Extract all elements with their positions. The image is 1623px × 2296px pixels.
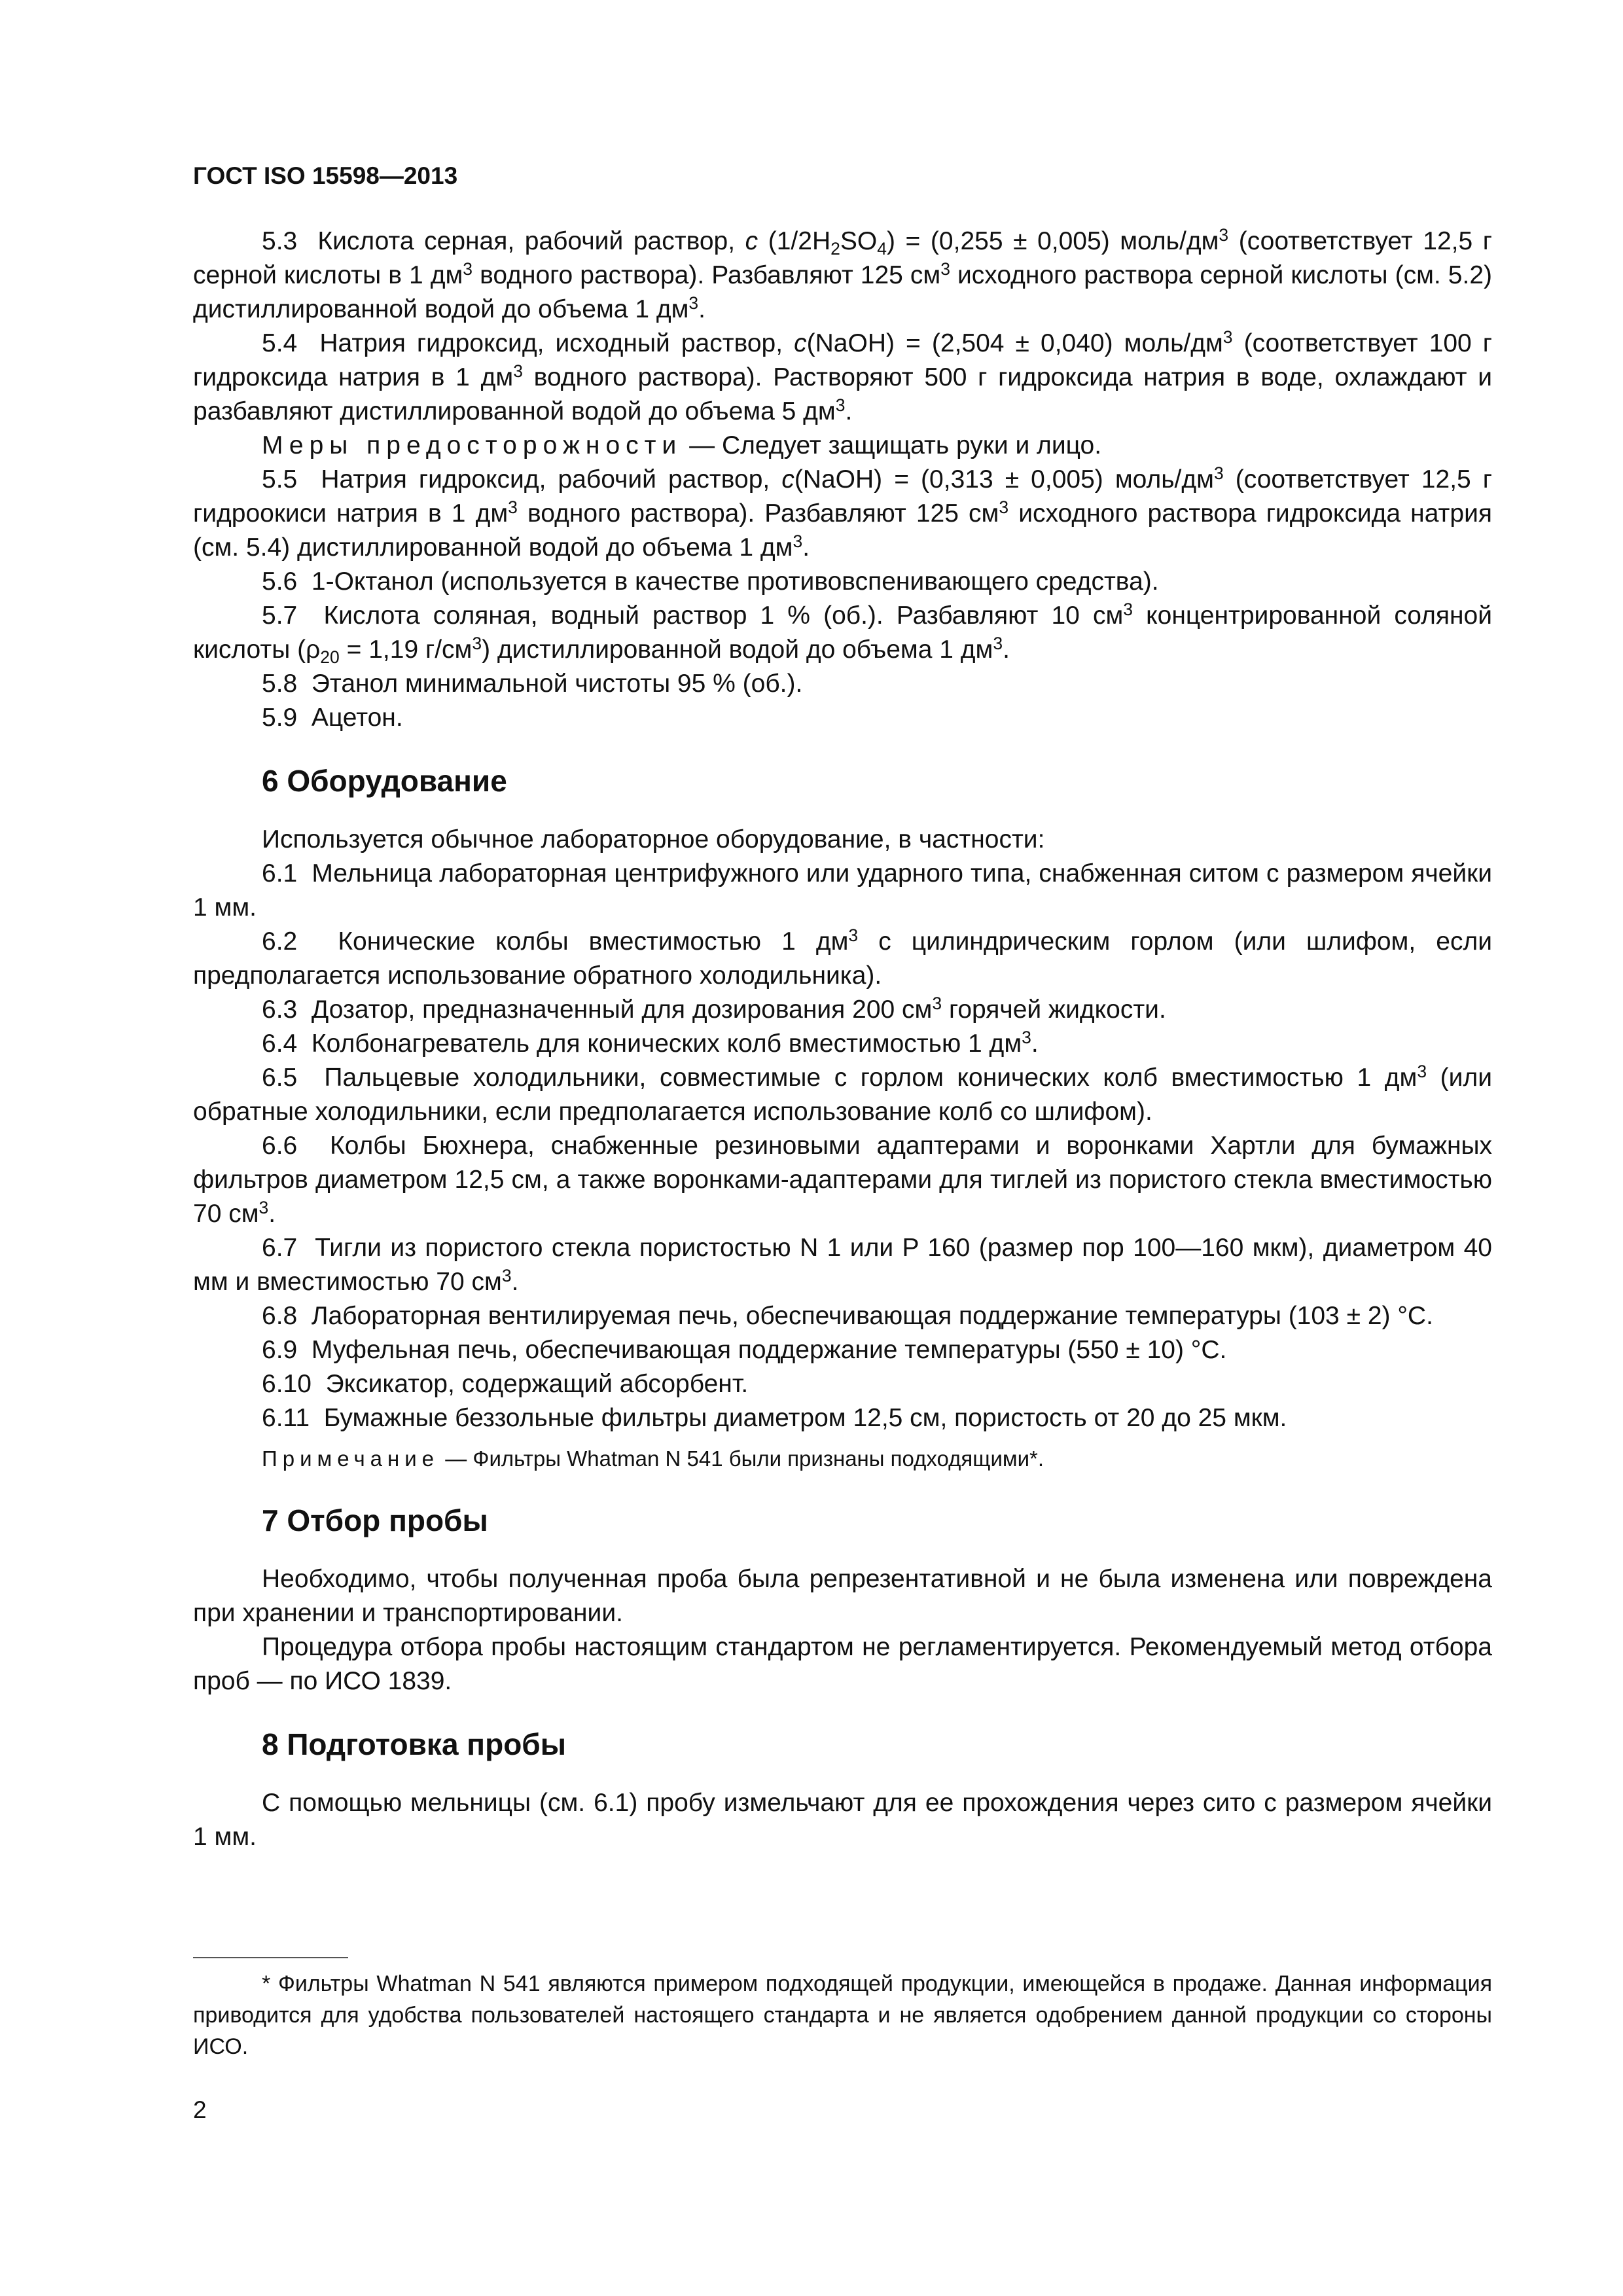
- item-6-11: 6.11 Бумажные беззольные фильтры диаметром 12,5 см, пористость от 20 до 25 мкм.: [262, 1404, 1287, 1432]
- page-number: 2: [193, 2096, 207, 2123]
- document-body: [193, 224, 1492, 1854]
- item-5-4: 5.4 Натрия гидроксид, исходный раствор, c(NaOH) = (2,504 ± 0,040) моль/$дм^3$ (соответствует 100 г гидроксида натрия в 1 $дм^3$ водного раствора). Растворяют 500 г гидроксида натрия в воде, охлаждают и разбавляют дистиллированной водой до объема 5 $дм^3$.: [193, 327, 1492, 425]
- item-5-5: 5.5 Натрия гидроксид, рабочий раствор, c(NaOH) = (0,313 ± 0,005) моль/$дм^3$ (соответствует 12,5 г гидроокиси натрия в 1 $дм^3$ водного раствора). Разбавляют 125 $см^3$ исходного раствора гидроксида натрия (см. 5.4) дистиллированной водой до объема 1 $дм^3$.: [193, 463, 1493, 562]
- item-6-2: 6.2 Конические колбы вместимостью 1 $дм^3$ с цилиндрическим горлом (или шлифом, если предполагается использование обратного холодильника).: [193, 925, 1492, 990]
- item-5-7: 5.7 Кислота соляная, водный раствор 1 % (об.). Разбавляют 10 $см^3$ концентрированной соляной кислоты ($\rho_{20} = 1,19$ $г/см^3$) дистиллированной водой до объема 1 $дм^3$.: [193, 599, 1493, 667]
- item-6-1: 6.1 Мельница лабораторная центрифужного или ударного типа, снабженная ситом с размером ячейки 1 мм.: [193, 859, 1492, 922]
- item-5-8: 5.8 Этанол минимальной чистоты 95 % (об.).: [262, 670, 803, 698]
- section-6-intro: Используется обычное лабораторное оборудование, в частности:: [262, 825, 1045, 853]
- section-8-paragraph-1: С помощью мельницы (см. 6.1) пробу измельчают для ее прохождения через сито с размером ячейки 1 мм.: [193, 1789, 1492, 1851]
- item-6-5: 6.5 Пальцевые холодильники, совместимые с горлом конических колб вместимостью 1 $дм^3$ (или обратные холодильники, если предполагается использование колб со шлифом).: [193, 1061, 1492, 1126]
- caution-label: Меры предосторожности: [262, 431, 683, 459]
- item-5-6: 5.6 1-Октанол (используется в качестве противовспенивающего средства).: [262, 567, 1159, 596]
- footnote-separator: [193, 1957, 348, 1958]
- item-6-8: 6.8 Лабораторная вентилируемая печь, обеспечивающая поддержание температуры (103 ± 2) °С.: [262, 1302, 1433, 1330]
- section-7-paragraph-2: Процедура отбора пробы настоящим стандартом не регламентируется. Рекомендуемый метод отбора проб — по ИСО 1839.: [193, 1633, 1492, 1695]
- item-6-9: 6.9 Муфельная печь, обеспечивающая поддержание температуры (550 ± 10) °С.: [262, 1336, 1227, 1364]
- section-6-heading: 6 Оборудование: [262, 764, 507, 798]
- item-6-4: 6.4 Колбонагреватель для конических колб вместимостью 1 $дм^3$.: [262, 1027, 1039, 1058]
- section-7-paragraph-1: Необходимо, чтобы полученная проба была репрезентативной и не была изменена или повреждена при хранении и транспортировании.: [193, 1565, 1492, 1627]
- document-id-header: ГОСТ ISO 15598—2013: [193, 162, 458, 189]
- section-8-heading: 8 Подготовка пробы: [262, 1727, 566, 1761]
- item-6-6: 6.6 Колбы Бюхнера, снабженные резиновыми адаптерами и воронками Хартли для бумажных фильтров диаметром 12,5 см, а также воронками-адаптерами для тиглей из пористого стекла вместимостью 70 $см^3$.: [193, 1132, 1493, 1228]
- section-6-note: Примечание — Фильтры Whatman N 541 были признаны подходящими*.: [262, 1446, 1044, 1471]
- item-5-3: 5.3 Кислота серная, рабочий раствор, c $(1/2H_2SO_4) = (0,255 \pm 0,005)$ моль/$дм^3$ (соответствует 12,5 г серной кислоты в 1 $дм^3$ водного раствора). Разбавляют 125 $см^3$ исходного раствора серной кислоты (см. 5.2) дистиллированной водой до объема 1 $дм^3$.: [193, 224, 1492, 323]
- item-6-10: 6.10 Эксикатор, содержащий абсорбент.: [262, 1370, 749, 1398]
- caution-paragraph: Меры предосторожности — Следует защищать руки и лицо.: [262, 431, 1102, 459]
- section-7-heading: 7 Отбор пробы: [262, 1503, 488, 1537]
- note-label: Примечание: [262, 1446, 440, 1471]
- item-5-9: 5.9 Ацетон.: [262, 704, 403, 732]
- item-6-3: 6.3 Дозатор, предназначенный для дозирования 200 $см^3$ горячей жидкости.: [262, 993, 1166, 1024]
- item-6-7: 6.7 Тигли из пористого стекла пористостью N 1 или P 160 (размер пор 100—160 мкм), диаметром 40 мм и вместимостью 70 $см^3$.: [193, 1234, 1493, 1296]
- footnote: * Фильтры Whatman N 541 являются примером подходящей продукции, имеющейся в продаже. Данная информация приводится для удобства пользователей настоящего стандарта и не является одобрением данной продукции со стороны ИСО.: [193, 1971, 1492, 2059]
